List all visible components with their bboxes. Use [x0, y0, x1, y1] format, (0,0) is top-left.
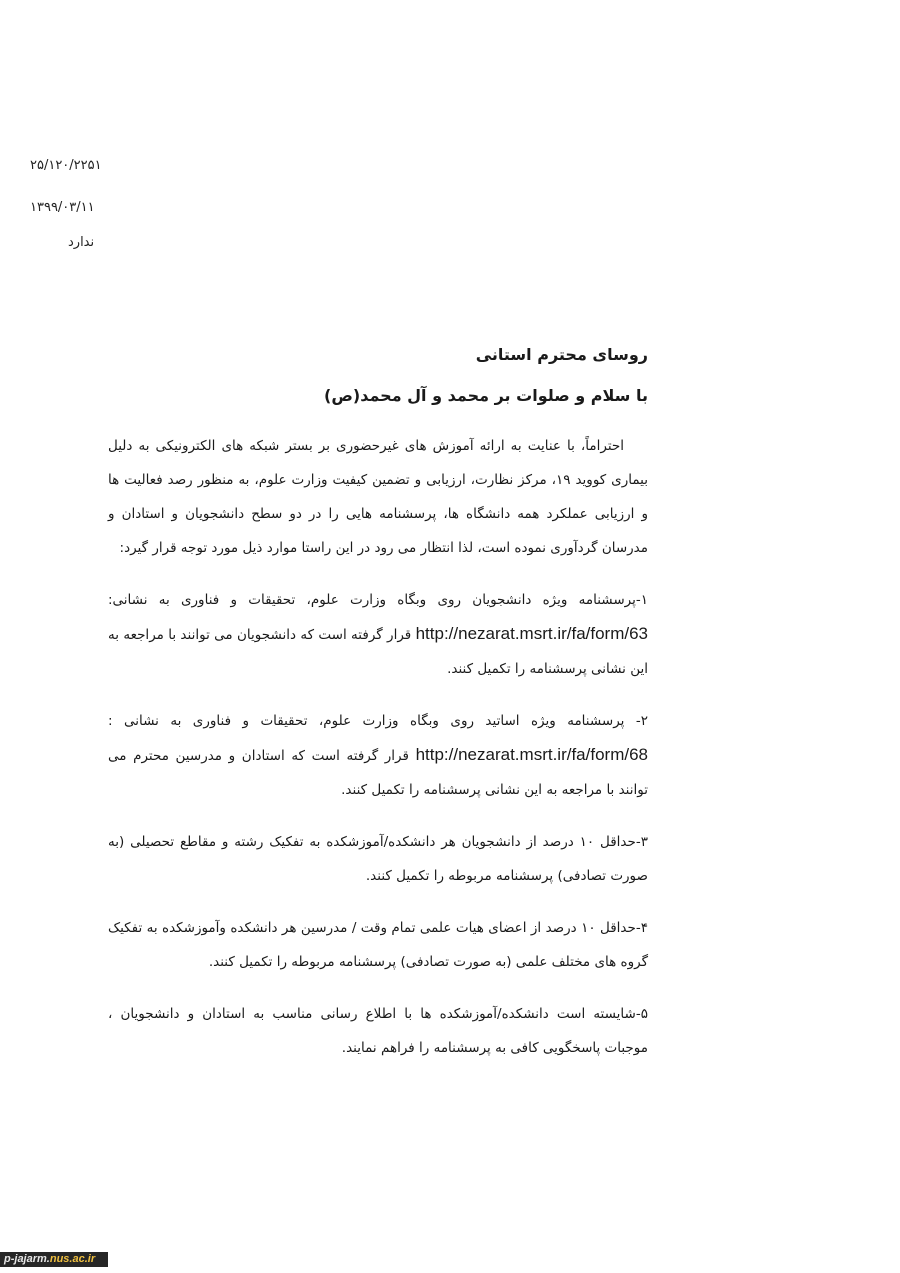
letter-date: ۱۳۹۹/۰۳/۱۱ [30, 200, 95, 215]
site-badge[interactable] [0, 1252, 108, 1267]
item-2 [108, 704, 648, 807]
site-badge-prefix: p-jajarm. [4, 1253, 50, 1265]
item-1-text-after: قرار گرفته است که دانشجویان می توانند با مراجعه به این نشانی پرسشنامه را تکمیل کنند. [108, 627, 648, 677]
item-4: ۴-حداقل ۱۰ درصد از اعضای هیات علمی تمام وقت / مدرسین هر دانشکده وآموزشکده به تفکیک گروه های مختلف علمی (به صورت تصادفی) پرسشنامه مربوطه را تکمیل کنند. [108, 920, 649, 970]
item-1-text-before: ۱-پرسشنامه ویژه دانشجویان روی وبگاه وزارت علوم، تحقیقات و فناوری به نشانی: [108, 592, 648, 608]
site-badge-domain: nus.ac.ir [49, 1253, 96, 1265]
salutation: روسای محترم استانی [475, 345, 648, 364]
letter-body [108, 345, 648, 1083]
letter-attachment: ندارد [68, 235, 95, 250]
item-1 [108, 583, 648, 686]
item-2-text-after: قرار گرفته است که استادان و مدرسین محترم می توانند با مراجعه به این نشانی پرسشنامه را تکمیل کنند. [108, 748, 648, 798]
greeting: با سلام و صلوات بر محمد و آل محمد(ص) [324, 386, 648, 405]
student-form-link[interactable]: http://nezarat.msrt.ir/fa/form/63 [415, 624, 649, 643]
intro-paragraph: احتراماً، با عنایت به ارائه آموزش های غیرحضوری بر بستر شبکه های الکترونیکی به دلیل بیماری کووید ۱۹، مرکز نظارت، ارزیابی و تضمین کیفیت وزارت علوم، به منظور رصد فعالیت ها و ارزیابی عملکرد همه دانشگاه ها، پرسشنامه هایی را در دو سطح دانشجویان و استادان و مدرسان گردآوری نموده است، لذا انتظار می رود در این راستا موارد ذیل مورد توجه قرار گیرد: [108, 438, 649, 556]
item-3: ۳-حداقل ۱۰ درصد از دانشجویان هر دانشکده/آموزشکده به تفکیک رشته و مقاطع تحصیلی (به صورت تصادفی) پرسشنامه مربوطه را تکمیل کنند. [108, 834, 648, 884]
item-5: ۵-شایسته است دانشکده/آموزشکده ها با اطلاع رسانی مناسب به استادان و دانشجویان ، موجبات پاسخگویی کافی به پرسشنامه را فراهم نمایند. [108, 1006, 648, 1056]
item-2-text-before: ۲- پرسشنامه ویژه اساتید روی وبگاه وزارت علوم، تحقیقات و فناوری به نشانی : [108, 713, 648, 729]
letter-number: ۲۵/۱۲۰/۲۲۵۱ [30, 158, 102, 173]
professor-form-link[interactable]: http://nezarat.msrt.ir/fa/form/68 [415, 745, 648, 764]
